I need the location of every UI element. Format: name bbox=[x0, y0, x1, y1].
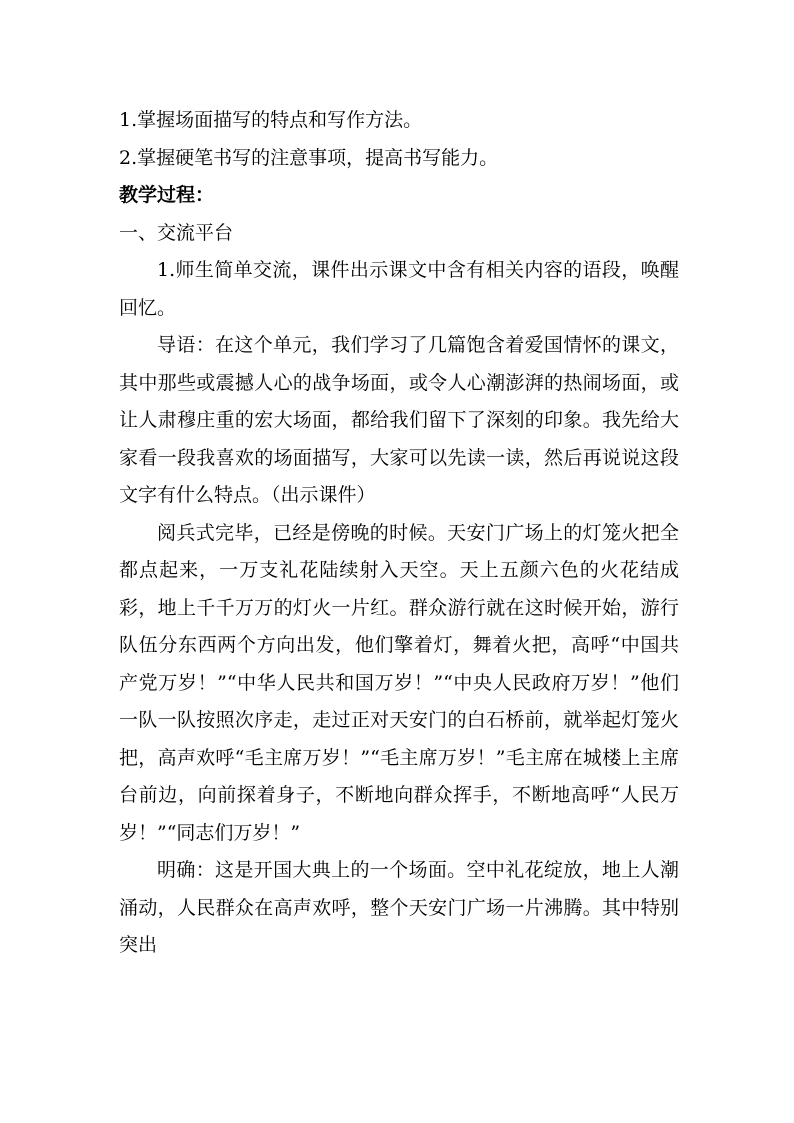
paragraph-introduction: 导语：在这个单元，我们学习了几篇饱含着爱国情怀的课文，其中那些或震撼人心的战争场面，或令人心潮澎湃的热闹场面，或让人肃穆庄重的宏大场面，都给我们留下了深刻的印象。我先给大家看一段我喜欢的场面描写，大家可以先读一读，然后再说说这段文字有什么特点。（出示课件） bbox=[119, 334, 679, 506]
objective-2: 2.掌握硬笔书写的注意事项，提高书写能力。 bbox=[119, 146, 499, 169]
paragraph-quoted-excerpt: 阅兵式完毕，已经是傍晚的时候。天安门广场上的灯笼火把全都点起来，一万支礼花陆续射入天空。天上五颜六色的火花结成彩，地上千千万万的灯火一片红。群众游行就在这时候开始，游行队伍分东西两个方向出发，他们擎着灯，舞着火把，高呼“中国共产党万岁！”“中华人民共和国万岁！”“中央人民政府万岁！”他们一队一队按照次序走，走过正对天安门的白石桥前，就举起灯笼火把，高声欢呼“毛主席万岁！”“毛主席万岁！”毛主席在城楼上主席台前边，向前探着身子，不断地向群众挥手，不断地高呼“人民万岁！”“同志们万岁！” bbox=[119, 521, 679, 844]
section-title-exchange-platform: 一、交流平台 bbox=[119, 221, 234, 244]
paragraph-teacher-student-exchange: 1.师生简单交流，课件出示课文中含有相关内容的语段，唤醒回忆。 bbox=[119, 259, 679, 319]
process-heading: 教学过程： bbox=[119, 184, 215, 206]
document-body bbox=[119, 102, 679, 965]
objective-1: 1.掌握场面描写的特点和写作方法。 bbox=[119, 109, 423, 131]
paragraph-clarification: 明确：这是开国大典上的一个场面。空中礼花绽放，地上人潮涌动，人民群众在高声欢呼，整个天安门广场一片沸腾。其中特别突出 bbox=[119, 859, 679, 956]
